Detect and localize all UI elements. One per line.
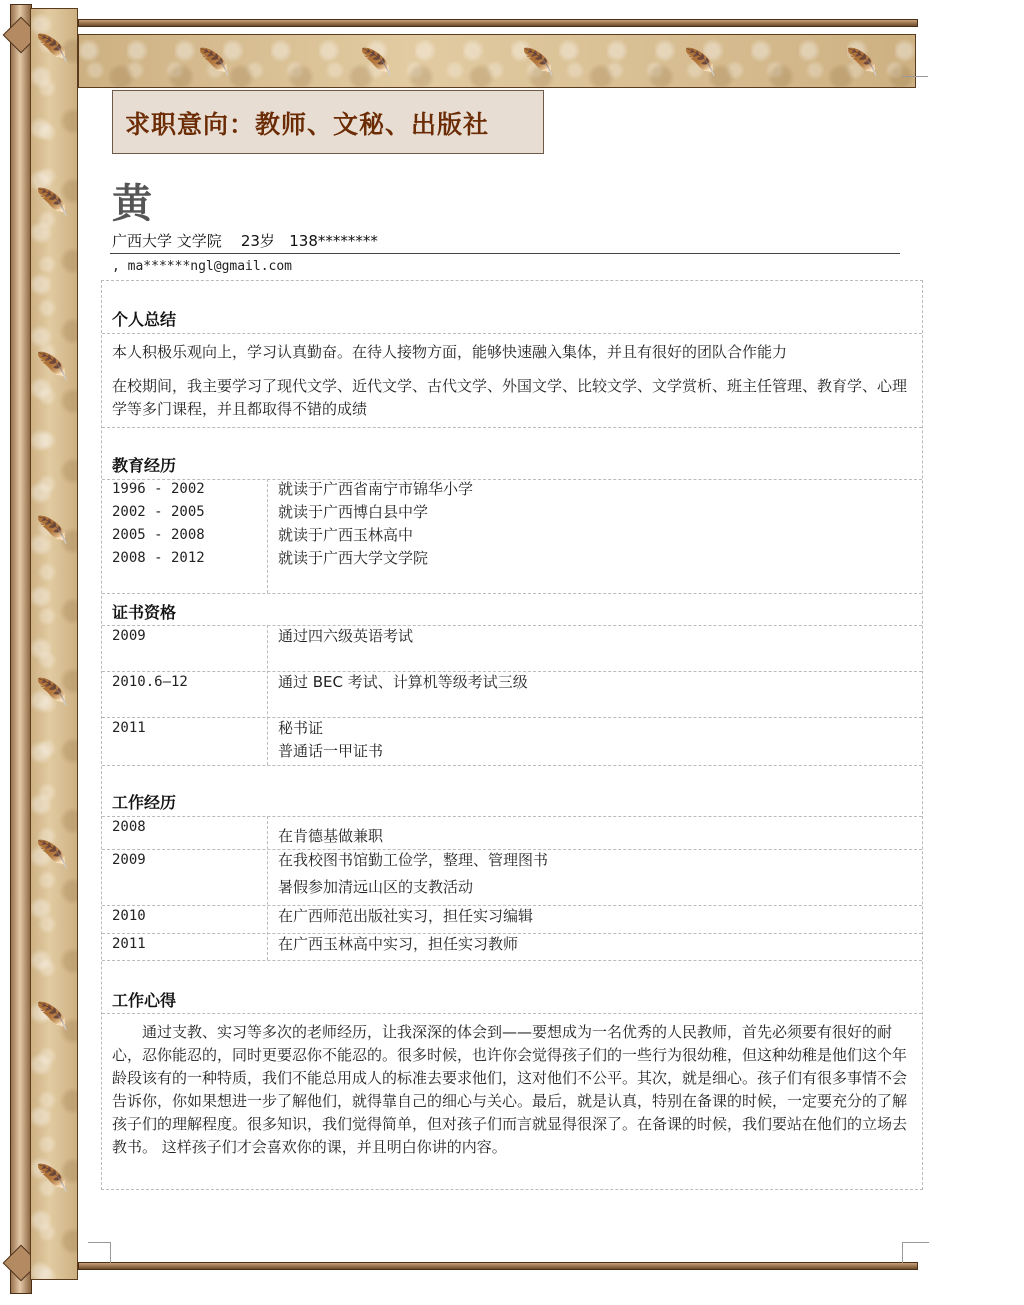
divider [110,253,900,254]
row-divider [102,333,922,334]
column-divider [267,816,268,960]
job-objective: 求职意向：教师、文秘、出版社 [112,90,544,154]
feather-icon: 🪶 [36,516,69,546]
certificate-desc: 秘书证 [278,719,324,737]
certificate-year: 2010.6—12 [112,674,188,690]
section-title-work: 工作经历 [112,793,177,812]
top-rod [78,19,918,27]
page-corner-mark [88,1242,111,1263]
feather-icon: 🪶 [36,1002,69,1032]
education-years: 2005 - 2008 [112,527,205,543]
work-year: 2011 [112,936,146,952]
work-desc: 在广西玉林高中实习，担任实习教师 [278,935,519,953]
summary-text: 本人积极乐观向上，学习认真勤奋。在待人接物方面，能够快速融入集体，并且有很好的团队合作能力 [112,343,788,361]
summary-text: 在校期间，我主要学习了现代文学、近代文学、古代文学、外国文学、比较文学、文学赏析、班主任管理、教育学、心理学等多门课程，并且都取得不错的成绩 [112,377,908,418]
feather-icon: 🪶 [360,48,393,78]
feather-icon: 🪶 [36,352,69,382]
email: , ma******ngl@gmail.com [112,259,293,274]
education-school: 就读于广西玉林高中 [278,526,414,544]
feather-icon: 🪶 [36,1164,69,1194]
feather-icon: 🪶 [522,48,555,78]
page-corner-mark [902,1242,929,1263]
left-rod [10,4,32,1294]
education-school: 就读于广西大学文学院 [278,549,429,567]
column-divider [267,625,268,765]
work-desc: 暑假参加清远山区的支教活动 [278,878,474,896]
feather-icon: 🪶 [846,48,879,78]
feather-icon: 🪶 [36,840,69,870]
page-corner-mark [902,76,928,89]
feather-icon: 🪶 [36,34,69,64]
row-divider [102,765,922,766]
work-year: 2009 [112,852,146,868]
work-year: 2008 [112,819,146,835]
reflection-text: 通过支教、实习等多次的老师经历，让我深深的体会到——要想成为一名优秀的人民教师，首先必须要有很好的耐心，忍你能忍的，同时更要忍你不能忍的。很多时候，也许你会觉得孩子们的一些行为很幼稚，但这种幼稚是他们这个年龄段该有的一种特质，我们不能总用成人的标准去要求他们，这对他们不公平。其次，就是细心。孩子们有很多事情不会告诉你，你如果想进一步了解他们，就得靠自己的细心与关心。最后，就是认真，特别在备课的时候，一定要充分的了解孩子们的理解程度。很多知识，我们觉得简单，但对孩子们而言就显得很深了。在备课的时候，我们要站在他们的立场去教书。 这样孩子们才会喜欢你的课，并且明白你讲的内容。 [112,1023,908,1156]
feather-icon: 🪶 [198,48,231,78]
row-divider [102,816,922,817]
education-school: 就读于广西博白县中学 [278,503,429,521]
resume-content [101,280,923,1190]
row-divider [102,593,922,594]
work-desc: 在我校图书馆勤工俭学，整理、管理图书 [278,851,549,869]
work-desc: 在广西师范出版社实习，担任实习编辑 [278,907,534,925]
work-year: 2010 [112,908,146,924]
row-divider [102,479,922,480]
section-title-certificates: 证书资格 [112,603,177,622]
basic-info: 广西大学 文学院 23岁 138******** [112,232,378,250]
certificate-year: 2011 [112,720,146,736]
bottom-rod [78,1262,918,1270]
row-divider [102,960,922,961]
work-desc: 在肯德基做兼职 [278,827,384,845]
row-divider [102,427,922,428]
section-title-reflection: 工作心得 [112,991,177,1010]
row-divider [102,717,922,718]
education-school: 就读于广西省南宁市锦华小学 [278,480,474,498]
row-divider [102,625,922,626]
column-divider [267,479,268,593]
feather-icon: 🪶 [36,188,69,218]
certificate-year: 2009 [112,628,146,644]
education-years: 1996 - 2002 [112,481,205,497]
row-divider [102,1013,922,1014]
section-title-education: 教育经历 [112,456,177,475]
certificate-desc: 通过 BEC 考试、计算机等级考试三级 [278,673,528,691]
education-years: 2008 - 2012 [112,550,205,566]
section-title-summary: 个人总结 [112,310,177,329]
feather-icon: 🪶 [684,48,717,78]
education-years: 2002 - 2005 [112,504,205,520]
candidate-name: 黄 [112,181,152,227]
feather-icon: 🪶 [36,678,69,708]
certificate-desc: 普通话一甲证书 [278,742,384,760]
certificate-desc: 通过四六级英语考试 [278,627,414,645]
